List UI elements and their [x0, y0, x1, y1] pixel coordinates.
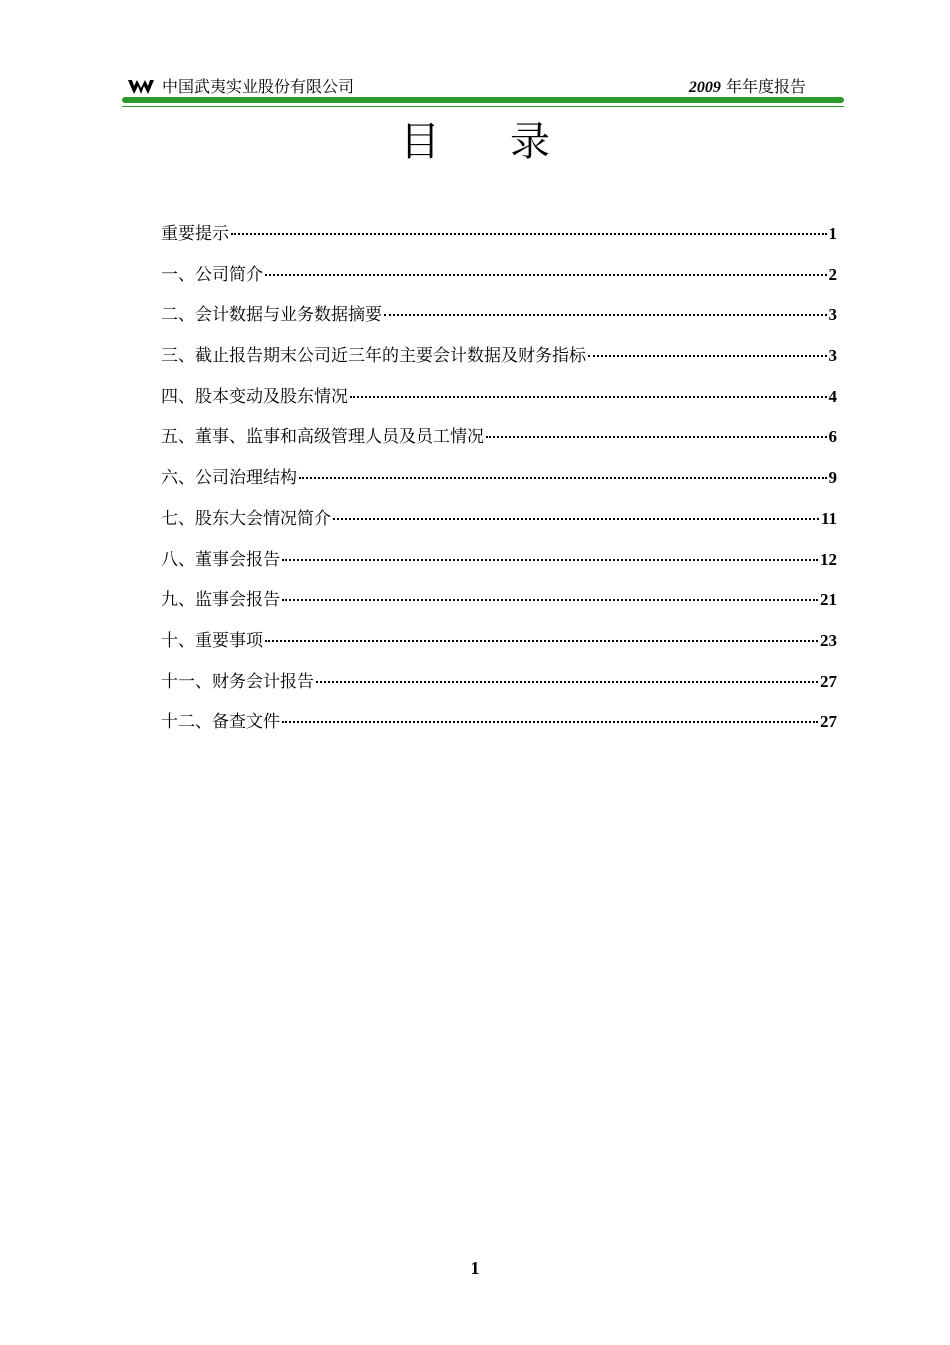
- header-rule-thin: [122, 106, 844, 107]
- toc-entry-page: 9: [828, 468, 837, 488]
- toc-entry-label: 九、监事会报告: [161, 590, 280, 611]
- toc-entry-page: 1: [828, 224, 837, 243]
- toc-entry-label: 四、股本变动及股东情况: [161, 386, 348, 407]
- page-number: 1: [470, 1258, 480, 1278]
- toc-entry-label: 六、公司治理结构: [161, 468, 297, 489]
- toc-entry-page: 3: [828, 346, 837, 366]
- toc-entry[interactable]: [161, 342, 837, 383]
- toc-entry-page: 11: [820, 508, 837, 528]
- toc-entry-page: 2: [828, 264, 837, 284]
- toc-entry-label: 三、截止报告期末公司近三年的主要会计数据及财务指标: [161, 346, 586, 367]
- toc-entry-label: 八、董事会报告: [161, 549, 280, 570]
- toc-entry-page: 21: [820, 590, 837, 610]
- toc-leader: [384, 313, 827, 316]
- toc-entry[interactable]: [161, 220, 837, 261]
- toc-entry[interactable]: [161, 423, 837, 464]
- toc-entry-page: 27: [820, 671, 837, 691]
- toc-entry[interactable]: [161, 464, 837, 505]
- toc-leader: [265, 273, 827, 276]
- toc-entry-page: 6: [828, 427, 837, 447]
- toc-entry-page: 23: [820, 630, 837, 650]
- toc-leader: [299, 476, 827, 479]
- toc-leader: [282, 598, 818, 601]
- toc-title-char-2: 录: [510, 119, 550, 165]
- table-of-contents: [161, 220, 837, 749]
- toc-leader: [282, 558, 818, 561]
- toc-leader: [282, 720, 818, 723]
- toc-leader: [265, 639, 818, 642]
- toc-entry[interactable]: [161, 546, 837, 587]
- toc-leader: [333, 517, 819, 520]
- toc-entry-page: 3: [828, 305, 837, 325]
- toc-leader: [486, 435, 827, 438]
- toc-entry[interactable]: [161, 505, 837, 546]
- toc-leader: [350, 395, 827, 398]
- toc-entry[interactable]: [161, 383, 837, 424]
- toc-leader: [316, 680, 818, 683]
- toc-title: [0, 116, 950, 168]
- toc-entry-label: 重要提示: [161, 224, 229, 244]
- toc-leader: [231, 232, 827, 235]
- report-suffix: 年年度报告: [725, 77, 806, 96]
- toc-entry[interactable]: [161, 708, 837, 749]
- toc-title-char-1: 目: [400, 119, 440, 165]
- company-logo-icon: [128, 78, 154, 96]
- toc-entry-page: 27: [820, 712, 837, 732]
- toc-entry-label: 十二、备查文件: [161, 712, 280, 733]
- toc-entry-label: 二、会计数据与业务数据摘要: [161, 305, 382, 326]
- toc-entry[interactable]: [161, 627, 837, 668]
- toc-entry-page: 4: [828, 386, 837, 406]
- toc-entry-label: 十、重要事项: [161, 630, 263, 651]
- toc-entry-label: 十一、财务会计报告: [161, 671, 314, 692]
- company-name: 中国武夷实业股份有限公司: [162, 77, 355, 96]
- page-header: [122, 74, 844, 108]
- report-title: [689, 77, 806, 98]
- toc-entry-page: 12: [820, 549, 837, 569]
- header-rule-thick: [122, 97, 844, 103]
- toc-entry[interactable]: [161, 301, 837, 342]
- toc-entry-label: 五、董事、监事和高级管理人员及员工情况: [161, 427, 484, 448]
- report-year: 2009: [688, 79, 721, 96]
- toc-entry[interactable]: [161, 261, 837, 302]
- toc-entry-label: 一、公司简介: [161, 264, 263, 285]
- toc-entry-label: 七、股东大会情况简介: [161, 508, 331, 529]
- toc-leader: [588, 354, 827, 357]
- toc-entry[interactable]: [161, 668, 837, 709]
- toc-entry[interactable]: [161, 586, 837, 627]
